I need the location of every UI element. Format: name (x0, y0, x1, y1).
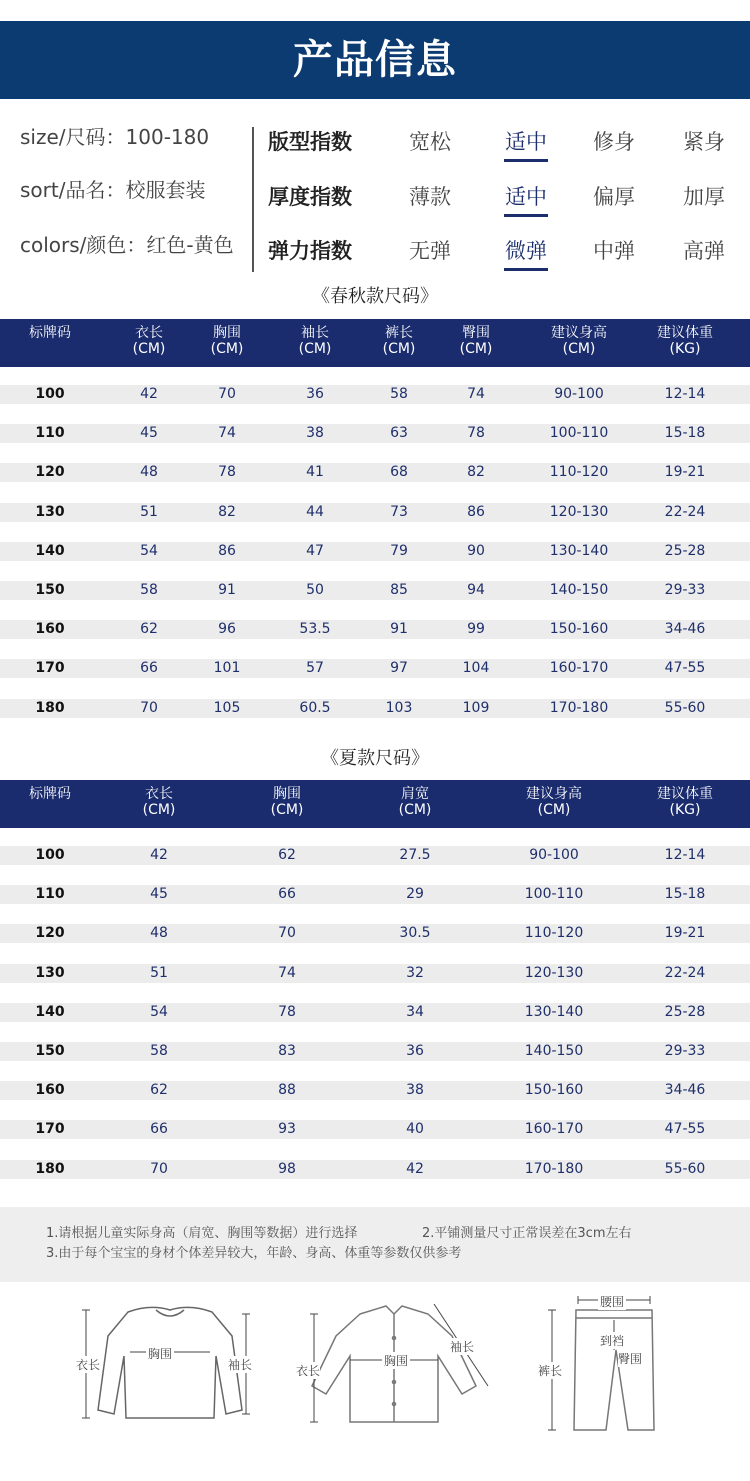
table-row (0, 424, 750, 443)
column-header: 胸围 (CM) (270, 786, 304, 818)
table-cell: 109 (462, 699, 490, 716)
size-code-cell: 110 (35, 886, 65, 903)
table-cell: 42 (150, 847, 168, 863)
table-cell: 85 (390, 582, 408, 598)
sweater-sleeve-label: 袖长 (228, 1358, 253, 1372)
table-cell: 48 (140, 464, 158, 481)
table-cell: 57 (306, 660, 324, 677)
table-cell: 101 (213, 660, 241, 677)
table-cell: 78 (218, 464, 236, 481)
index-row (268, 234, 750, 268)
pants-crotch-label: 到裆 (600, 1334, 625, 1348)
table-cell: 40 (406, 1121, 424, 1138)
table-cell: 170-180 (524, 1160, 584, 1177)
table-cell: 170-180 (549, 699, 609, 716)
table-cell: 100-110 (549, 425, 609, 442)
table-cell: 30.5 (399, 925, 431, 942)
table-row (0, 1003, 750, 1022)
table-cell: 100-110 (524, 886, 584, 903)
table-cell: 42 (406, 1160, 424, 1177)
table-row (0, 846, 750, 865)
table-cell: 93 (278, 1121, 296, 1138)
table-cell: 53.5 (299, 621, 331, 638)
pants-waist-label: 腰围 (600, 1295, 625, 1309)
pants-hip-label: 臀围 (618, 1352, 643, 1366)
column-header: 胸围 (CM) (210, 325, 244, 357)
table-cell: 15-18 (664, 425, 706, 442)
table2-title: 《夏款尺码》 (321, 748, 429, 769)
table-cell: 88 (278, 1082, 296, 1099)
index-label: 弹力指数 (268, 239, 352, 263)
column-header: 衣长 (CM) (142, 786, 176, 818)
table-row (0, 659, 750, 678)
column-header: 袖长 (CM) (298, 325, 332, 357)
info-divider (252, 127, 254, 272)
table-row (0, 503, 750, 522)
size-code-cell: 150 (35, 1043, 65, 1059)
column-header: 肩宽 (CM) (398, 786, 432, 818)
column-header: 臀围 (CM) (459, 325, 493, 357)
table-cell: 19-21 (664, 925, 706, 942)
colors-info: colors/颜色：红色-黄色 (20, 233, 234, 257)
index-option-selected: 适中 (496, 125, 556, 159)
index-row (268, 125, 750, 159)
table-cell: 66 (140, 660, 158, 677)
table-header (0, 780, 750, 828)
product-info (0, 110, 750, 270)
table-cell: 54 (140, 542, 158, 559)
table-cell: 58 (390, 386, 408, 402)
sweater-diagram (70, 1290, 270, 1440)
table-cell: 140-150 (524, 1043, 584, 1059)
table-cell: 110-120 (549, 464, 609, 481)
table-row (0, 581, 750, 600)
table-cell: 150-160 (524, 1082, 584, 1099)
index-label: 厚度指数 (268, 185, 352, 209)
table-cell: 12-14 (664, 386, 706, 402)
size-info: size/尺码：100-180 (20, 125, 210, 149)
column-header: 建议体重 (KG) (657, 325, 713, 357)
note-2: 2.平铺测量尺寸正常误差在3cm左右 (422, 1226, 632, 1241)
shirt-diagram (290, 1290, 500, 1440)
table-cell: 38 (306, 425, 324, 442)
table-cell: 78 (467, 425, 485, 442)
table-cell: 70 (218, 386, 236, 402)
table-cell: 70 (140, 699, 158, 716)
table-cell: 103 (385, 699, 413, 716)
table-row (0, 924, 750, 943)
size-code-cell: 160 (35, 1082, 65, 1099)
table-cell: 34-46 (664, 1082, 706, 1099)
table-cell: 25-28 (664, 542, 706, 559)
table-cell: 110-120 (524, 925, 584, 942)
notes-panel (0, 1207, 750, 1282)
table-cell: 58 (150, 1043, 168, 1059)
sort-info: sort/品名：校服套装 (20, 178, 206, 202)
table-cell: 19-21 (664, 464, 706, 481)
size-code-cell: 130 (35, 964, 65, 981)
index-option-selected: 微弹 (496, 234, 556, 268)
table-cell: 91 (218, 582, 236, 598)
table-cell: 79 (390, 542, 408, 559)
note-1: 1.请根据儿童实际身高（肩宽、胸围等数据）进行选择 (46, 1226, 358, 1241)
table-cell: 82 (467, 464, 485, 481)
table-row (0, 1042, 750, 1061)
column-header: 衣长 (CM) (132, 325, 166, 357)
shirt-chest-label: 胸围 (384, 1354, 409, 1368)
table-row (0, 620, 750, 639)
table-cell: 45 (140, 425, 158, 442)
table-cell: 41 (306, 464, 324, 481)
table-cell: 140-150 (549, 582, 609, 598)
column-header: 建议身高 (CM) (551, 325, 607, 357)
table-row (0, 885, 750, 904)
table-cell: 62 (140, 621, 158, 638)
table-cell: 51 (150, 964, 168, 981)
table-cell: 82 (218, 503, 236, 520)
index-option: 宽松 (409, 130, 451, 154)
table-cell: 62 (278, 847, 296, 863)
table-row (0, 1120, 750, 1139)
table-cell: 86 (467, 503, 485, 520)
table-cell: 58 (140, 582, 158, 598)
index-option: 修身 (593, 130, 635, 154)
index-option: 偏厚 (593, 185, 635, 209)
table-cell: 25-28 (664, 1003, 706, 1020)
table-cell: 74 (218, 425, 236, 442)
sweater-chest-label: 胸围 (148, 1347, 173, 1361)
size-code-cell: 130 (35, 503, 65, 520)
pants-length-label: 裤长 (538, 1364, 563, 1378)
table-row (0, 385, 750, 404)
table-cell: 150-160 (549, 621, 609, 638)
size-code-cell: 140 (35, 1003, 65, 1020)
table-row (0, 964, 750, 983)
size-code-cell: 180 (35, 1160, 65, 1177)
table-cell: 130-140 (549, 542, 609, 559)
table-cell: 42 (140, 386, 158, 402)
table-row (0, 1160, 750, 1179)
table-cell: 73 (390, 503, 408, 520)
table-cell: 97 (390, 660, 408, 677)
table-cell: 12-14 (664, 847, 706, 863)
size-code-cell: 170 (35, 660, 65, 677)
note-3: 3.由于每个宝宝的身材个体差异较大，年龄、身高、体重等参数仅供参考 (46, 1246, 462, 1261)
table1-title: 《春秋款尺码》 (312, 286, 438, 307)
table-cell: 54 (150, 1003, 168, 1020)
header-banner (0, 21, 750, 99)
index-option-selected: 适中 (496, 180, 556, 214)
table-cell: 45 (150, 886, 168, 903)
table-cell: 90 (467, 542, 485, 559)
table-cell: 104 (462, 660, 490, 677)
table-cell: 86 (218, 542, 236, 559)
index-option: 中弹 (593, 239, 635, 263)
table-cell: 55-60 (664, 699, 706, 716)
table-cell: 47 (306, 542, 324, 559)
table-cell: 50 (306, 582, 324, 598)
column-header: 裤长 (CM) (382, 325, 416, 357)
index-option: 高弹 (683, 239, 725, 263)
table-cell: 66 (150, 1121, 168, 1138)
sweater-length-label: 衣长 (76, 1358, 101, 1372)
page-title: 产品信息 (293, 37, 457, 83)
size-code-cell: 140 (35, 542, 65, 559)
table-cell: 34-46 (664, 621, 706, 638)
index-row (268, 180, 750, 214)
table-row (0, 699, 750, 718)
table-header (0, 319, 750, 367)
table-cell: 47-55 (664, 1121, 706, 1138)
table-cell: 120-130 (524, 964, 584, 981)
table-cell: 160-170 (524, 1121, 584, 1138)
table-cell: 78 (278, 1003, 296, 1020)
table-cell: 55-60 (664, 1160, 706, 1177)
table-cell: 48 (150, 925, 168, 942)
size-code-cell: 150 (35, 582, 65, 598)
shirt-sleeve-label: 袖长 (450, 1340, 475, 1354)
size-code-cell: 100 (35, 386, 65, 402)
table-cell: 34 (406, 1003, 424, 1020)
index-option: 无弹 (409, 239, 451, 263)
table-cell: 90-100 (529, 847, 579, 863)
table-cell: 70 (278, 925, 296, 942)
size-code-cell: 110 (35, 425, 65, 442)
table-cell: 68 (390, 464, 408, 481)
table-row (0, 1081, 750, 1100)
table-cell: 38 (406, 1082, 424, 1099)
table-cell: 22-24 (664, 503, 706, 520)
table-cell: 96 (218, 621, 236, 638)
table-cell: 94 (467, 582, 485, 598)
table-cell: 47-55 (664, 660, 706, 677)
column-header: 建议身高 (CM) (526, 786, 582, 818)
table-cell: 74 (467, 386, 485, 402)
table-cell: 160-170 (549, 660, 609, 677)
pants-diagram (536, 1290, 666, 1440)
column-header: 标牌码 (29, 325, 71, 341)
size-code-cell: 180 (35, 699, 65, 716)
index-option: 紧身 (683, 130, 725, 154)
table-cell: 44 (306, 503, 324, 520)
table-cell: 32 (406, 964, 424, 981)
table-cell: 51 (140, 503, 158, 520)
size-code-cell: 100 (35, 847, 65, 863)
table-cell: 62 (150, 1082, 168, 1099)
table-cell: 15-18 (664, 886, 706, 903)
size-code-cell: 170 (35, 1121, 65, 1138)
index-option: 加厚 (683, 185, 725, 209)
size-code-cell: 160 (35, 621, 65, 638)
size-code-cell: 120 (35, 464, 65, 481)
index-label: 版型指数 (268, 130, 352, 154)
table-cell: 36 (306, 386, 324, 402)
table-cell: 22-24 (664, 964, 706, 981)
table-cell: 120-130 (549, 503, 609, 520)
table-row (0, 542, 750, 561)
table-cell: 91 (390, 621, 408, 638)
table-cell: 105 (213, 699, 241, 716)
size-code-cell: 120 (35, 925, 65, 942)
shirt-length-label: 衣长 (296, 1364, 321, 1378)
table-cell: 36 (406, 1043, 424, 1059)
table-cell: 130-140 (524, 1003, 584, 1020)
table-cell: 60.5 (299, 699, 331, 716)
table-cell: 29 (406, 886, 424, 903)
table-cell: 98 (278, 1160, 296, 1177)
table-cell: 29-33 (664, 1043, 706, 1059)
table-cell: 83 (278, 1043, 296, 1059)
column-header: 建议体重 (KG) (657, 786, 713, 818)
table-cell: 63 (390, 425, 408, 442)
table-row (0, 463, 750, 482)
table-cell: 74 (278, 964, 296, 981)
table-cell: 90-100 (554, 386, 604, 402)
index-option: 薄款 (409, 185, 451, 209)
table-cell: 27.5 (399, 847, 431, 863)
column-header: 标牌码 (29, 786, 71, 802)
table-cell: 99 (467, 621, 485, 638)
table-cell: 29-33 (664, 582, 706, 598)
table-cell: 70 (150, 1160, 168, 1177)
table-cell: 66 (278, 886, 296, 903)
